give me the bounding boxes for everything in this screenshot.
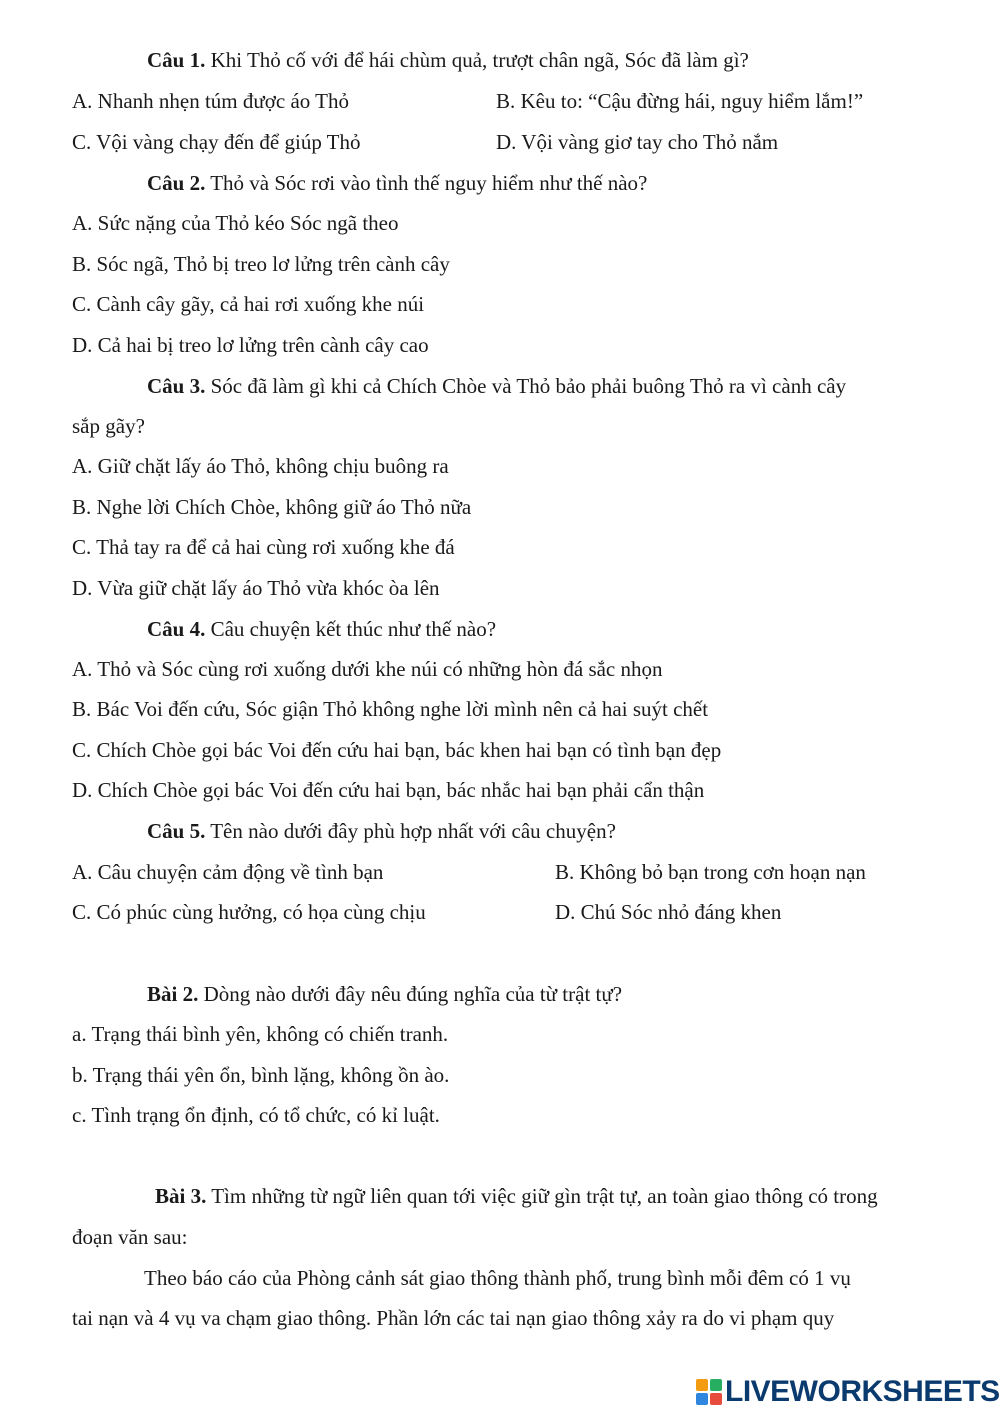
question-1 — [147, 47, 749, 73]
question-1-text: Khi Thỏ cố với để hái chùm quả, trượt chân ngã, Sóc đã làm gì? — [205, 48, 749, 72]
logo-square-3 — [696, 1393, 708, 1405]
q2-option-c: C. Cành cây gãy, cả hai rơi xuống khe núi — [72, 292, 425, 316]
liveworksheets-logo-text: LIVEWORKSHEETS — [725, 1375, 1000, 1408]
q3-option-d: D. Vừa giữ chặt lấy áo Thỏ vừa khóc òa lên — [72, 576, 440, 600]
q5-option-d: D. Chú Sóc nhỏ đáng khen — [555, 900, 782, 924]
logo-square-2 — [710, 1379, 722, 1391]
q3-option-a: A. Giữ chặt lấy áo Thỏ, không chịu buông ra — [72, 454, 449, 478]
passage-line-1: Theo báo cáo của Phòng cảnh sát giao thông thành phố, trung bình mỗi đêm có 1 vụ — [144, 1266, 851, 1290]
q1-option-c: C. Vội vàng chạy đến để giúp Thỏ — [72, 130, 361, 154]
q1-option-d: D. Vội vàng giơ tay cho Thỏ nắm — [496, 130, 779, 154]
question-4-text: Câu chuyện kết thúc như thế nào? — [205, 617, 497, 641]
q5-option-a: A. Câu chuyện cảm động về tình bạn — [72, 860, 384, 884]
q2-option-b: B. Sóc ngã, Thỏ bị treo lơ lửng trên cành cây — [72, 252, 450, 276]
q4-option-c: C. Chích Chòe gọi bác Voi đến cứu hai bạn, bác khen hai bạn có tình bạn đẹp — [72, 738, 722, 762]
question-3-label: Câu 3. — [147, 374, 206, 398]
ex2-option-b: b. Trạng thái yên ổn, bình lặng, không ồn ào. — [72, 1063, 450, 1087]
exercise-2 — [147, 981, 622, 1007]
ex2-option-a: a. Trạng thái bình yên, không có chiến tranh. — [72, 1022, 449, 1046]
q3-option-b: B. Nghe lời Chích Chòe, không giữ áo Thỏ nữa — [72, 495, 472, 519]
question-5-text: Tên nào dưới đây phù hợp nhất với câu chuyện? — [205, 819, 616, 843]
q1-option-a: A. Nhanh nhẹn túm được áo Thỏ — [72, 89, 349, 113]
q2-option-d: D. Cả hai bị treo lơ lửng trên cành cây cao — [72, 333, 429, 357]
q5-option-c: C. Có phúc cùng hưởng, có họa cùng chịu — [72, 900, 426, 924]
question-3 — [147, 373, 846, 399]
question-3-continuation: sắp gãy? — [72, 414, 145, 438]
liveworksheets-logo-icon — [696, 1379, 722, 1405]
question-2 — [147, 170, 647, 196]
ex2-option-c: c. Tình trạng ổn định, có tổ chức, có kỉ luật. — [72, 1103, 440, 1127]
exercise-3-continuation: đoạn văn sau: — [72, 1225, 188, 1249]
question-1-label: Câu 1. — [147, 48, 206, 72]
question-4 — [147, 616, 496, 642]
exercise-2-label: Bài 2. — [147, 982, 199, 1006]
question-5 — [147, 818, 616, 844]
question-3-text: Sóc đã làm gì khi cả Chích Chòe và Thỏ bảo phải buông Thỏ ra vì cành cây — [205, 374, 847, 398]
liveworksheets-logo — [696, 1376, 1000, 1408]
exercise-3-text: Tìm những từ ngữ liên quan tới việc giữ gìn trật tự, an toàn giao thông có trong — [206, 1184, 878, 1208]
q3-option-c: C. Thả tay ra để cả hai cùng rơi xuống khe đá — [72, 535, 455, 559]
exercise-3 — [155, 1183, 878, 1209]
question-4-label: Câu 4. — [147, 617, 206, 641]
q4-option-a: A. Thỏ và Sóc cùng rơi xuống dưới khe núi có những hòn đá sắc nhọn — [72, 657, 663, 681]
logo-square-1 — [696, 1379, 708, 1391]
question-5-label: Câu 5. — [147, 819, 206, 843]
exercise-3-label: Bài 3. — [155, 1184, 207, 1208]
passage-line-2: tai nạn và 4 vụ va chạm giao thông. Phần lớn các tai nạn giao thông xảy ra do vi phạm quy — [72, 1306, 835, 1330]
q4-option-d: D. Chích Chòe gọi bác Voi đến cứu hai bạn, bác nhắc hai bạn phải cẩn thận — [72, 778, 705, 802]
q4-option-b: B. Bác Voi đến cứu, Sóc giận Thỏ không nghe lời mình nên cả hai suýt chết — [72, 697, 709, 721]
q1-option-b: B. Kêu to: “Cậu đừng hái, nguy hiểm lắm!” — [496, 89, 864, 113]
q2-option-a: A. Sức nặng của Thỏ kéo Sóc ngã theo — [72, 211, 399, 235]
question-2-text: Thỏ và Sóc rơi vào tình thế nguy hiểm như thế nào? — [205, 171, 648, 195]
logo-square-4 — [710, 1393, 722, 1405]
q5-option-b: B. Không bỏ bạn trong cơn hoạn nạn — [555, 860, 866, 884]
exercise-2-text: Dòng nào dưới đây nêu đúng nghĩa của từ trật tự? — [198, 982, 623, 1006]
question-2-label: Câu 2. — [147, 171, 206, 195]
